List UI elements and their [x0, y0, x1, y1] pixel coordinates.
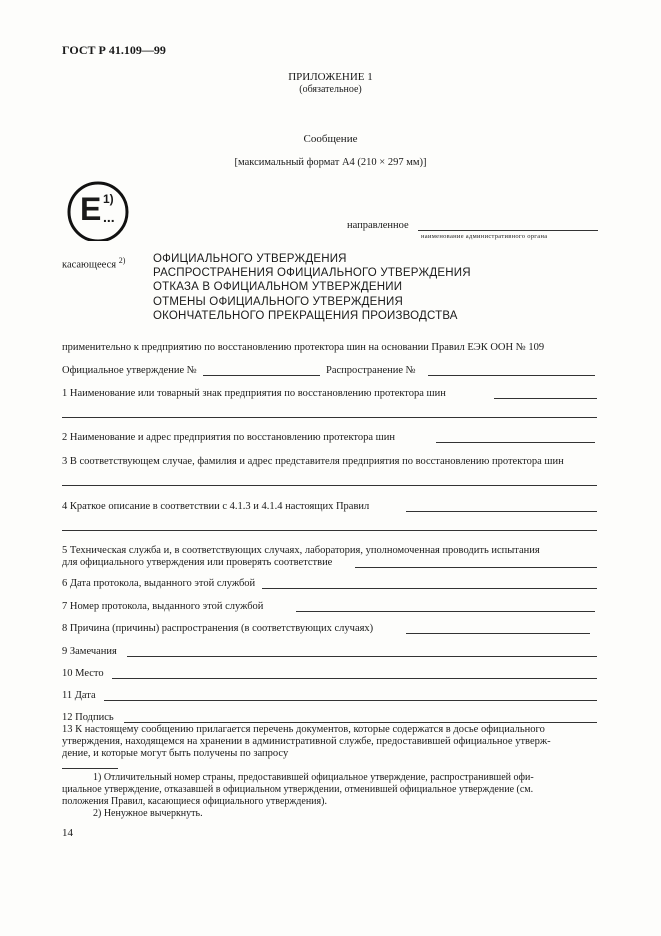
concerning-text: касающееся: [62, 259, 117, 271]
option-approval: ОФИЦИАЛЬНОГО УТВЕРЖДЕНИЯ: [153, 253, 347, 265]
item-13-line1: 13 К настоящему сообщению прилагается перечень документов, которые содержатся в досье официального: [62, 724, 545, 735]
item-1-label: 1 Наименование или товарный знак предприятия по восстановлению протектора шин: [62, 388, 446, 399]
extension-no-field[interactable]: [428, 375, 595, 376]
standard-header: ГОСТ Р 41.109—99: [62, 43, 166, 57]
e-mark-letter: E: [80, 191, 102, 227]
e-mark-logo: [66, 181, 136, 241]
approval-no-field[interactable]: [203, 375, 320, 376]
item-9-label: 9 Замечания: [62, 646, 117, 657]
item-12-field[interactable]: [124, 722, 597, 723]
item-6-label: 6 Дата протокола, выданного этой службой: [62, 578, 256, 589]
item-8-label: 8 Причина (причины) распространения (в соответствующих случаях): [62, 623, 374, 634]
item-10-field[interactable]: [112, 678, 597, 679]
appendix-title: ПРИЛОЖЕНИЕ 1: [288, 71, 373, 83]
item-11-label: 11 Дата: [62, 690, 96, 701]
concerning-footnote-ref: 2): [118, 256, 126, 265]
applicable-text: применительно к предприятию по восстановлению протектора шин на основании Правил ЕЭК ООН № 109: [62, 342, 545, 353]
option-refusal: ОТКАЗА В ОФИЦИАЛЬНОМ УТВЕРЖДЕНИИ: [153, 281, 403, 294]
item-3-field[interactable]: [62, 485, 597, 486]
footnote-2: 2) Ненужное вычеркнуть.: [93, 808, 203, 819]
item-6-field[interactable]: [262, 588, 597, 589]
concerning-options: [153, 252, 471, 323]
item-4-field-cont[interactable]: [62, 530, 597, 531]
extension-no-label: Распространение №: [326, 365, 416, 376]
message-title: Сообщение: [303, 133, 358, 145]
approval-no-label: Официальное утверждение №: [62, 365, 197, 376]
addressed-caption: наименование административного органа: [421, 233, 548, 240]
message-format: [максимальный формат А4 (210 × 297 мм)]: [234, 157, 427, 168]
page-number: 14: [62, 827, 73, 839]
addressed-label: направленное: [347, 220, 409, 231]
item-5-label-line1: 5 Техническая служба и, в соответствующих случаях, лаборатория, уполномоченная проводить испытания: [62, 545, 540, 556]
footnote-1-line1: 1) Отличительный номер страны, предоставившей официальное утверждение, распространившей офи-: [93, 772, 534, 783]
footnote-1-line2: циальное утверждение, отказавшей в официальном утверждении, отменившей официальное утверждение (см.: [62, 784, 534, 795]
item-7-field[interactable]: [296, 611, 595, 612]
item-8-field[interactable]: [406, 633, 590, 634]
e-mark-dots: ...: [103, 209, 115, 225]
item-2-field[interactable]: [436, 442, 595, 443]
item-10-label: 10 Место: [62, 668, 104, 679]
footnote-separator: [62, 768, 118, 769]
e-mark-sup: 1): [103, 192, 114, 206]
option-extension: РАСПРОСТРАНЕНИЯ ОФИЦИАЛЬНОГО УТВЕРЖДЕНИЯ: [153, 267, 471, 280]
item-4-field[interactable]: [406, 511, 597, 512]
addressed-line[interactable]: [418, 230, 598, 231]
item-5-label-line2: для официального утверждения или проверять соответствие: [62, 557, 333, 568]
item-12-label: 12 Подпись: [62, 712, 114, 723]
item-2-label: 2 Наименование и адрес предприятия по восстановлению протектора шин: [62, 432, 395, 443]
item-13-line2: утверждения, находящемся на хранении в административной службе, предоставившей официальное утверж-: [62, 736, 551, 747]
item-11-field[interactable]: [104, 700, 597, 701]
option-discontinued: ОКОНЧАТЕЛЬНОГО ПРЕКРАЩЕНИЯ ПРОИЗВОДСТВА: [153, 309, 458, 322]
item-1-field-cont[interactable]: [62, 417, 597, 418]
appendix-subtitle: (обязательное): [299, 84, 362, 95]
concerning-label: [62, 256, 125, 271]
item-4-label: 4 Краткое описание в соответствии с 4.1.3 и 4.1.4 настоящих Правил: [62, 501, 370, 512]
option-withdrawal: ОТМЕНЫ ОФИЦИАЛЬНОГО УТВЕРЖДЕНИЯ: [153, 295, 403, 308]
footnote-1-line3: положения Правил, касающиеся официального утверждения).: [62, 796, 327, 807]
item-9-field[interactable]: [127, 656, 597, 657]
item-7-label: 7 Номер протокола, выданного этой службой: [62, 601, 264, 612]
item-1-field[interactable]: [494, 398, 597, 399]
item-3-label: 3 В соответствующем случае, фамилия и адрес представителя предприятия по восстановлению протектора шин: [62, 456, 564, 467]
item-5-field[interactable]: [355, 567, 597, 568]
item-13-line3: дение, и которые могут быть получены по запросу: [62, 748, 289, 759]
